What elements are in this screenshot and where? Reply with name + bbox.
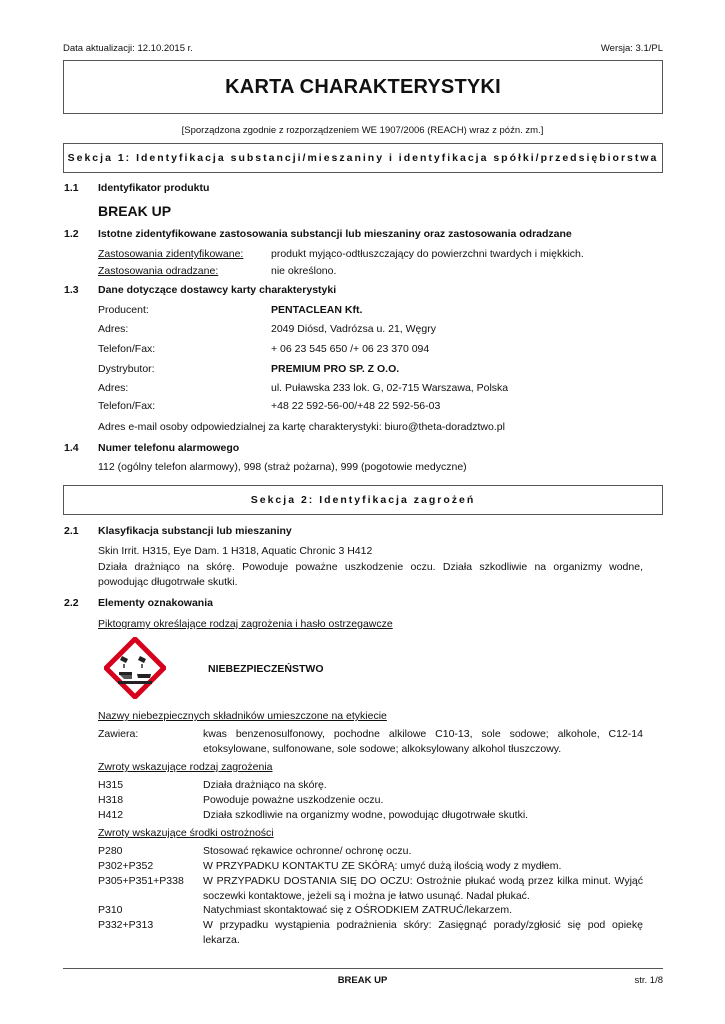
emergency-numbers: 112 (ogólny telefon alarmowy), 998 (straż pożarna), 999 (pogotowie medyczne) [98,461,467,473]
precaution-text: W PRZYPADKU KONTAKTU ZE SKÓRĄ: umyć dużą ilością wody z mydłem. [203,860,562,872]
s21-number: 2.1 [64,525,79,537]
hazard-statements-heading: Zwroty wskazujące rodzaj zagrożenia [98,761,273,773]
precaution-text: Stosować rękawice ochronne/ ochronę oczu. [203,845,412,857]
identified-uses-label: Zastosowania zidentyfikowane: [98,248,244,260]
document-title: KARTA CHARAKTERYSTYKI [225,75,501,98]
label-ingredients-heading: Nazwy niebezpiecznych składników umieszczone na etykiecie [98,710,387,722]
producer-address-label: Adres: [98,323,129,335]
precaution-text-line-2: lekarza. [203,934,240,946]
distributor-value: PREMIUM PRO SP. Z O.O. [271,363,400,375]
title-box [63,60,663,114]
producer-phone-value: + 06 23 545 650 /+ 06 23 370 094 [271,343,430,355]
precaution-code: P310 [98,904,123,916]
s14-title: Numer telefonu alarmowego [98,442,240,454]
s12-number: 1.2 [64,228,79,240]
page-number: str. 1/8 [634,975,663,986]
regulation-note: [Sporządzona zgodnie z rozporządzeniem WE 1907/2006 (REACH) wraz z późn. zm.] [181,125,544,136]
precaution-text-line-2: soczewki kontaktowe, jeżeli są i można je łatwo usunąć. Nadal płukać. [203,890,530,902]
precaution-code: P305+P351+P338 [98,875,184,887]
identified-uses-value: produkt myjąco-odtłuszczający do powierzchni twardych i miękkich. [271,248,584,260]
footer-product: BREAK UP [337,975,388,986]
distributor-address-label: Adres: [98,382,129,394]
s22-title: Elementy oznakowania [98,597,213,609]
advised-uses-value: nie określono. [271,265,337,277]
distributor-phone-label: Telefon/Fax: [98,400,156,412]
advised-uses-label: Zastosowania odradzane: [98,265,219,277]
producer-address-value: 2049 Diósd, Vadrózsa u. 21, Węgry [271,323,436,335]
hazard-effects-line-1: Działa drażniąco na skórę. Powoduje poważne uszkodzenie oczu. Działa szkodliwie na organizmy wodne, [98,561,643,573]
contains-label: Zawiera: [98,728,139,740]
precaution-code: P302+P352 [98,860,154,872]
distributor-address-value: ul. Puławska 233 lok. G, 02-715 Warszawa, Polska [271,382,509,394]
hazard-text: Działa drażniąco na skórę. [203,779,327,791]
precaution-text [203,918,643,948]
contains-line-2: etoksylowane, sulfonowane, sole sodowe; alkoksylowany alkohol tłuszczowy. [203,743,562,755]
update-date: Data aktualizacji: 12.10.2015 r. [63,43,193,54]
hazard-code: H315 [98,779,124,791]
precaution-code: P280 [98,845,123,857]
section-1-title: Sekcja 1: Identyfikacja substancji/mieszaniny i identyfikacja spółki/przedsiębiorstwa [67,152,659,164]
classification-codes: Skin Irrit. H315, Eye Dam. 1 H318, Aquatic Chronic 3 H412 [98,545,373,557]
section-2-header [63,485,663,515]
footer-rule [63,968,663,969]
hazard-code: H318 [98,794,124,806]
s22-number: 2.2 [64,597,79,609]
producer-label: Producent: [98,304,149,316]
product-name: BREAK UP [98,203,172,219]
s11-title: Identyfikator produktu [98,182,210,194]
hazard-effects [98,560,643,590]
hazard-text: Powoduje poważne uszkodzenie oczu. [203,794,384,806]
distributor-label: Dystrybutor: [98,363,155,375]
hazard-text: Działa szkodliwie na organizmy wodne, powodując długotrwałe skutki. [203,809,529,821]
distributor-phone-value: +48 22 592-56-00/+48 22 592-56-03 [271,400,441,412]
s11-number: 1.1 [64,182,79,194]
hazard-effects-line-2: powodując długotrwałe skutki. [98,576,238,588]
contact-email-line: Adres e-mail osoby odpowiedzialnej za kartę charakterystyki: biuro@theta-doradztwo.pl [98,421,505,433]
contains-text [203,727,643,757]
s14-number: 1.4 [64,442,79,454]
hazard-code: H412 [98,809,124,821]
producer-phone-label: Telefon/Fax: [98,343,156,355]
precaution-text: Natychmiast skontaktować się z OŚRODKIEM ZATRUĆ/lekarzem. [203,904,513,916]
precaution-text-line-1: W przypadku wystąpienia podrażnienia skóry: Zasięgnąć porady/zgłosić się pod opiekę [203,919,643,931]
precaution-code: P332+P313 [98,919,154,931]
version-label: Wersja: 3.1/PL [600,43,663,54]
pictogram-heading: Piktogramy określające rodzaj zagrożenia i hasło ostrzegawcze [98,618,393,630]
s12-title: Istotne zidentyfikowane zastosowania substancji lub mieszaniny oraz zastosowania odradzane [98,228,572,240]
corrosion-pictogram-icon [104,637,166,699]
s13-number: 1.3 [64,284,79,296]
signal-word: NIEBEZPIECZEŃSTWO [208,663,324,675]
contains-line-1: kwas benzenosulfonowy, pochodne alkilowe C10-13, sole sodowe; alkohole, C12-14 [203,728,643,740]
section-2-title: Sekcja 2: Identyfikacja zagrożeń [250,494,476,506]
precautionary-heading: Zwroty wskazujące środki ostrożności [98,827,274,839]
producer-value: PENTACLEAN Kft. [271,304,363,316]
s21-title: Klasyfikacja substancji lub mieszaniny [98,525,292,537]
section-1-header [63,143,663,173]
precaution-text-line-1: W PRZYPADKU DOSTANIA SIĘ DO OCZU: Ostrożnie płukać wodą przez kilka minut. Wyjąć [203,875,643,887]
s13-title: Dane dotyczące dostawcy karty charakterystyki [98,284,337,296]
precaution-text [203,874,643,904]
